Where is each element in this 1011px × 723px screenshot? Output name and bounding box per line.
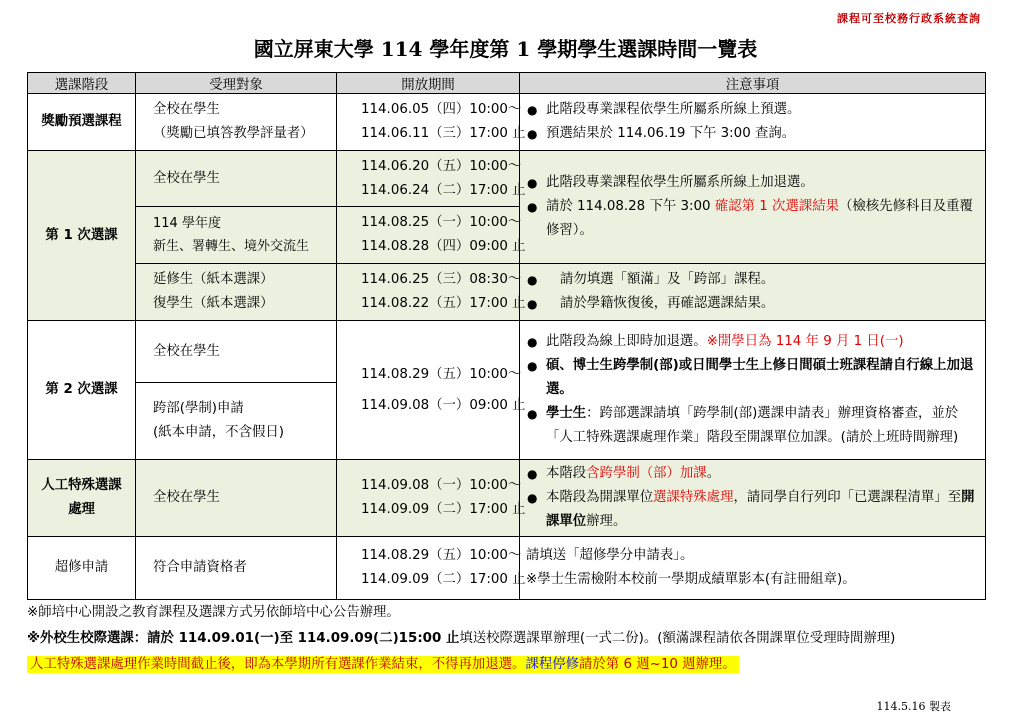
period-end: 114.08.28（四）09:00 止 bbox=[361, 239, 526, 254]
notes-cell bbox=[520, 321, 986, 460]
table-row bbox=[28, 537, 986, 600]
footnote-bold: ※外校生校際選課：請於 114.09.01(一)至 114.09.09(二)15:00 止 bbox=[27, 631, 460, 646]
note-highlight: 選課特殊處理 bbox=[653, 490, 734, 505]
notes-cell bbox=[520, 264, 986, 321]
notes-cell bbox=[520, 460, 986, 537]
note-text: （檢核先修科目及重覆修習）。 bbox=[546, 199, 973, 238]
period-end: 114.06.24（二）17:00 止 bbox=[361, 182, 526, 198]
target-cell: 全校在學生 bbox=[136, 321, 337, 383]
stage-cell: 獎勵預選課程 bbox=[28, 94, 136, 151]
note-text: 本階段 bbox=[546, 466, 587, 481]
period-end: 114.08.22（五）17:00 止 bbox=[361, 296, 526, 311]
note-item: 請填送「超修學分申請表」。 bbox=[526, 548, 694, 563]
period-end: 114.09.09（二）17:00 止 bbox=[361, 502, 526, 517]
note-text: 。 bbox=[706, 466, 721, 481]
target-line: (紙本申請，不含假日) bbox=[153, 425, 284, 440]
period-start: 114.06.20（五）10:00～ bbox=[361, 158, 522, 174]
note-item: ● 請勿填選「額滿」及「跨部」課程。 bbox=[526, 268, 979, 292]
note-text: 請於 114.08.28 下午 3:00 bbox=[546, 199, 715, 214]
footnote-blue: 課程停修 bbox=[525, 657, 580, 672]
note-bold: 開課單位 bbox=[546, 490, 975, 529]
note-item bbox=[526, 486, 979, 534]
period-cell bbox=[337, 460, 526, 537]
footnote-tail: 請於第 6 週~10 週辦理。 bbox=[579, 657, 736, 672]
target-cell bbox=[136, 264, 337, 321]
header-period: 開放期間 bbox=[337, 73, 520, 94]
target-line: 延修生（紙本選課） bbox=[153, 272, 274, 287]
target-line: （獎勵已填答教學評量者） bbox=[153, 126, 314, 141]
period-end: 114.09.08（一）09:00 止 bbox=[361, 398, 526, 413]
note-item: ※學士生需檢附本校前一學期成績單影本(有註冊組章)。 bbox=[526, 572, 856, 587]
target-cell bbox=[136, 383, 337, 460]
note-item bbox=[526, 195, 979, 243]
stage-cell: 第 2 次選課 bbox=[28, 321, 136, 460]
schedule-table bbox=[27, 72, 986, 600]
table-row bbox=[28, 151, 986, 207]
target-cell: 全校在學生 bbox=[136, 151, 337, 207]
period-end: 114.06.11（三）17:00 止 bbox=[361, 126, 526, 141]
period-cell bbox=[337, 207, 526, 264]
table-row bbox=[28, 460, 986, 537]
period-end: 114.09.09（二）17:00 止 bbox=[361, 572, 526, 587]
target-line: 復學生（紙本選課） bbox=[153, 296, 274, 311]
footnote-red: 人工特殊選課處理作業時間截止後，即為本學期所有選課作業結束，不得再加退選。 bbox=[30, 657, 526, 672]
target-cell bbox=[136, 207, 337, 264]
made-date: 114.5.16 製表 bbox=[876, 700, 951, 713]
stage-line: 處理 bbox=[68, 502, 95, 517]
notes-cell bbox=[520, 151, 986, 264]
note-text: ：跨部選課請填「跨學制(部)選課申請表」辦理資格審查，並於「人工特殊選課處理作業」階段至開課單位加課。(請於上班時間辦理) bbox=[546, 406, 959, 445]
note-text: ，請同學自行列印「已選課程清單」至 bbox=[733, 490, 962, 505]
note-item bbox=[526, 330, 979, 354]
note-item: ● 碩、博士生跨學制(部)或日間學士生上修日間碩士班課程請自行線上加退選。 bbox=[526, 354, 979, 402]
note-item: ● 此階段專業課程依學生所屬系所線上加退選。 bbox=[526, 171, 979, 195]
period-cell bbox=[337, 94, 526, 151]
note-item: ● 預選結果於 114.06.19 下午 3:00 查詢。 bbox=[526, 122, 979, 146]
table-row bbox=[28, 321, 986, 383]
note-text: 本階段為開課單位 bbox=[546, 490, 654, 505]
target-line: 新生、署轉生、境外交流生 bbox=[153, 239, 310, 254]
footnote-text: 填送校際選課單辦理(一式二份)。(額滿課程請依各開課單位受理時間辦理) bbox=[459, 631, 896, 646]
table-row bbox=[28, 264, 986, 321]
period-cell bbox=[337, 264, 526, 321]
period-start: 114.08.25（一）10:00～ bbox=[361, 215, 522, 230]
target-line: 跨部(學制)申請 bbox=[153, 401, 244, 416]
note-highlight: 含跨學制（部）加課 bbox=[586, 466, 707, 481]
notes-cell bbox=[520, 94, 986, 151]
period-start: 114.06.25（三）08:30～ bbox=[361, 272, 522, 287]
table-header-row bbox=[28, 73, 986, 94]
note-text: 辦理。 bbox=[586, 514, 627, 529]
stage-line: 人工特殊選課 bbox=[41, 478, 122, 493]
period-start: 114.08.29（五）10:00～ bbox=[361, 367, 522, 382]
note-item bbox=[526, 462, 979, 486]
footnote-teacher-training: ※師培中心開設之教育課程及選課方式另依師培中心公告辦理。 bbox=[27, 605, 400, 620]
header-notes: 注意事項 bbox=[520, 73, 986, 94]
header-target: 受理對象 bbox=[136, 73, 337, 94]
note-item: ● 請於學籍恢復後，再確認選課結果。 bbox=[526, 292, 979, 316]
footnote-intercollegiate bbox=[27, 627, 895, 646]
system-query-note: 課程可至校務行政系統查詢 bbox=[837, 12, 981, 25]
stage-cell: 超修申請 bbox=[28, 537, 136, 600]
period-start: 114.08.29（五）10:00～ bbox=[361, 548, 522, 563]
period-cell bbox=[337, 537, 526, 600]
stage-cell bbox=[28, 460, 136, 537]
target-line: 114 學年度 bbox=[153, 216, 221, 231]
period-start: 114.09.08（一）10:00～ bbox=[361, 478, 522, 493]
target-cell: 全校在學生 bbox=[136, 460, 337, 537]
period-cell bbox=[337, 151, 526, 207]
target-cell: 符合申請資格者 bbox=[136, 537, 337, 600]
note-text: 此階段為線上即時加退選。 bbox=[546, 334, 707, 349]
period-start: 114.06.05（四）10:00～ bbox=[361, 102, 522, 117]
page-title: 國立屏東大學 114 學年度第 1 學期學生選課時間一覽表 bbox=[253, 37, 758, 61]
note-highlight: ※開學日為 114 年 9 月 1 日(一) bbox=[706, 334, 904, 349]
note-highlight: 確認第 1 次選課結果 bbox=[714, 199, 839, 214]
target-cell bbox=[136, 94, 337, 151]
footnote-deadline-highlight bbox=[27, 653, 739, 672]
note-bold: 學士生 bbox=[546, 406, 587, 421]
period-cell bbox=[337, 321, 526, 460]
header-stage: 選課階段 bbox=[28, 73, 136, 94]
stage-cell: 第 1 次選課 bbox=[28, 151, 136, 321]
note-item bbox=[526, 402, 979, 450]
target-line: 全校在學生 bbox=[153, 102, 220, 117]
note-item: ● 此階段專業課程依學生所屬系所線上預選。 bbox=[526, 98, 979, 122]
table-row bbox=[28, 94, 986, 151]
notes-cell bbox=[520, 537, 986, 600]
